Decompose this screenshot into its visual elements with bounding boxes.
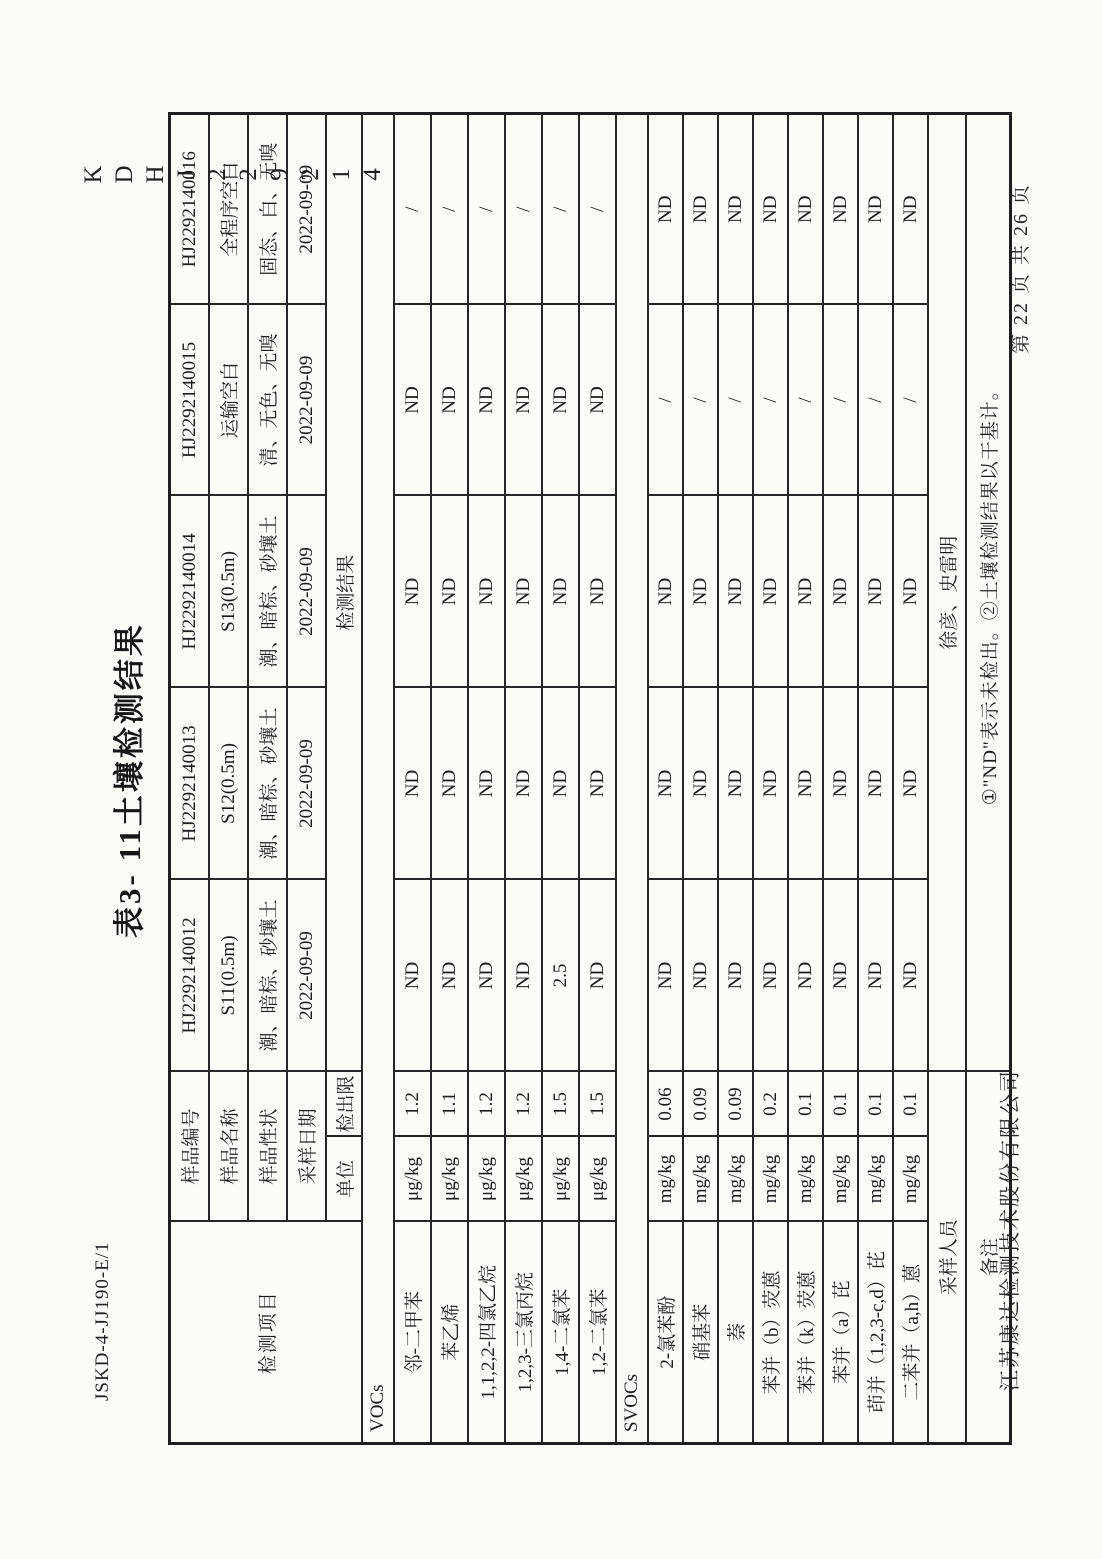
item-unit: μg/kg <box>431 1137 468 1222</box>
result-cell: ND <box>468 304 505 495</box>
page-number: 第 22 页 共 26 页 <box>1010 183 1032 354</box>
item-name: 苯乙烯 <box>431 1222 468 1444</box>
remark-text: ①"ND"表示未检出。②土壤检测结果以干基计。 <box>966 113 1011 1071</box>
sample-code: HJ2292140015 <box>170 304 210 495</box>
document-code: JSKD-4-JJ190-E/1 <box>92 1241 113 1401</box>
result-cell: / <box>505 113 542 304</box>
item-limit: 0.09 <box>718 1071 753 1136</box>
item-unit: mg/kg <box>718 1137 753 1222</box>
result-cell: ND <box>893 687 928 879</box>
sample-date: 2022-09-09 <box>287 113 326 304</box>
item-name: 1,1,2,2-四氯乙烷 <box>468 1222 505 1444</box>
sample-code-row <box>170 113 210 1443</box>
item-name: 苯并（a）芘 <box>823 1222 858 1444</box>
sample-character: 固态、白、无嗅 <box>248 113 287 304</box>
result-cell: / <box>648 304 683 495</box>
sample-code: HJ2292140014 <box>170 495 210 687</box>
sample-name: 全程序空白 <box>209 113 248 304</box>
result-cell: ND <box>431 304 468 495</box>
result-cell: / <box>579 113 616 304</box>
result-cell: / <box>683 304 718 495</box>
sample-code: HJ2292140012 <box>170 879 210 1071</box>
item-unit: mg/kg <box>753 1137 788 1222</box>
unit-label: 单位 <box>326 1137 362 1222</box>
result-cell: ND <box>718 687 753 879</box>
item-unit: mg/kg <box>858 1137 893 1222</box>
result-cell: ND <box>823 879 858 1071</box>
result-cell: ND <box>648 687 683 879</box>
item-name: 1,4-二氯苯 <box>542 1222 579 1444</box>
result-cell: ND <box>788 879 823 1071</box>
result-cell: / <box>788 304 823 495</box>
item-name: 1,2-二氯苯 <box>579 1222 616 1444</box>
table-row <box>468 113 505 1443</box>
item-name: 2-氯苯酚 <box>648 1222 683 1444</box>
sample-date: 2022-09-09 <box>287 687 326 879</box>
result-cell: ND <box>858 687 893 879</box>
result-header: 检测结果 <box>326 113 362 1071</box>
item-limit: 1.5 <box>579 1071 616 1136</box>
table-row <box>542 113 579 1443</box>
result-cell: ND <box>683 113 718 304</box>
table-row <box>683 113 718 1443</box>
result-cell: ND <box>823 495 858 687</box>
sample-character: 潮、暗棕、砂壤土 <box>248 687 287 879</box>
item-unit: μg/kg <box>579 1137 616 1222</box>
result-cell: ND <box>683 687 718 879</box>
row-label: 样品性状 <box>248 1071 287 1221</box>
sample-name: S11(0.5m) <box>209 879 248 1071</box>
result-cell: ND <box>505 495 542 687</box>
result-cell: ND <box>893 113 928 304</box>
result-cell: ND <box>394 495 431 687</box>
item-name: 1,2,3-三氯丙烷 <box>505 1222 542 1444</box>
result-cell: ND <box>788 495 823 687</box>
sampler-row <box>928 113 966 1443</box>
item-name: 茚并（1,2,3-c,d）芘 <box>858 1222 893 1444</box>
item-unit: μg/kg <box>505 1137 542 1222</box>
section-label: VOCs <box>362 113 394 1443</box>
result-cell: ND <box>858 879 893 1071</box>
item-limit: 0.1 <box>788 1071 823 1136</box>
table-row <box>823 113 858 1443</box>
table-row <box>753 113 788 1443</box>
result-cell: ND <box>683 879 718 1071</box>
result-cell: ND <box>718 495 753 687</box>
result-cell: / <box>718 304 753 495</box>
result-cell: ND <box>648 495 683 687</box>
result-cell: ND <box>718 879 753 1071</box>
result-cell: ND <box>394 687 431 879</box>
item-unit: mg/kg <box>788 1137 823 1222</box>
result-cell: ND <box>788 687 823 879</box>
item-limit: 1.2 <box>468 1071 505 1136</box>
item-limit: 1.2 <box>394 1071 431 1136</box>
voc-section-row <box>362 113 394 1443</box>
result-cell: ND <box>542 304 579 495</box>
sample-code: HJ2292140016 <box>170 113 210 304</box>
soil-results-table <box>168 112 1012 1445</box>
sample-date: 2022-09-09 <box>287 495 326 687</box>
limit-label: 检出限 <box>326 1071 362 1136</box>
table-row <box>718 113 753 1443</box>
sample-character: 清、无色、无嗅 <box>248 304 287 495</box>
result-cell: ND <box>648 113 683 304</box>
result-cell: ND <box>542 687 579 879</box>
result-cell: ND <box>579 495 616 687</box>
row-label: 采样日期 <box>287 1071 326 1221</box>
result-cell: / <box>394 113 431 304</box>
result-cell: 2.5 <box>542 879 579 1071</box>
table-row <box>788 113 823 1443</box>
table-row <box>893 113 928 1443</box>
result-cell: ND <box>858 113 893 304</box>
result-cell: / <box>542 113 579 304</box>
result-cell: ND <box>579 687 616 879</box>
item-limit: 1.1 <box>431 1071 468 1136</box>
result-cell: ND <box>542 495 579 687</box>
result-cell: ND <box>468 495 505 687</box>
result-cell: ND <box>858 495 893 687</box>
svoc-section-row <box>616 113 648 1443</box>
item-name: 萘 <box>718 1222 753 1444</box>
result-cell: ND <box>505 687 542 879</box>
item-limit: 0.2 <box>753 1071 788 1136</box>
item-unit: μg/kg <box>468 1137 505 1222</box>
item-unit: mg/kg <box>648 1137 683 1222</box>
table-row <box>579 113 616 1443</box>
archive-code-stamp: KDHJ229214 <box>80 161 390 188</box>
item-name: 苯并（b）荧蒽 <box>753 1222 788 1444</box>
result-cell: ND <box>579 304 616 495</box>
result-cell: ND <box>753 687 788 879</box>
result-cell: ND <box>753 113 788 304</box>
table-row <box>431 113 468 1443</box>
item-unit: mg/kg <box>823 1137 858 1222</box>
result-cell: ND <box>431 879 468 1071</box>
sample-date: 2022-09-09 <box>287 304 326 495</box>
result-cell: ND <box>468 879 505 1071</box>
item-limit: 0.1 <box>858 1071 893 1136</box>
result-cell: ND <box>893 879 928 1071</box>
item-limit: 1.5 <box>542 1071 579 1136</box>
remark-label: 备注 <box>966 1071 1011 1443</box>
table-row <box>858 113 893 1443</box>
result-cell: ND <box>431 687 468 879</box>
item-limit: 0.06 <box>648 1071 683 1136</box>
result-cell: / <box>468 113 505 304</box>
result-cell: ND <box>683 495 718 687</box>
result-cell: / <box>823 304 858 495</box>
table-row <box>648 113 683 1443</box>
result-cell: ND <box>753 495 788 687</box>
table-row <box>505 113 542 1443</box>
sample-name: S13(0.5m) <box>209 495 248 687</box>
result-cell: ND <box>893 495 928 687</box>
result-cell: ND <box>468 687 505 879</box>
result-cell: ND <box>718 113 753 304</box>
sample-name: 运输空白 <box>209 304 248 495</box>
corner-label: 检测项目 <box>170 1222 363 1444</box>
result-cell: / <box>893 304 928 495</box>
result-cell: ND <box>394 304 431 495</box>
item-unit: mg/kg <box>893 1137 928 1222</box>
result-cell: / <box>431 113 468 304</box>
company-name: 江苏康达检测技术股份有限公司 <box>998 1069 1022 1391</box>
item-name: 苯并（k）荧蒽 <box>788 1222 823 1444</box>
item-unit: mg/kg <box>683 1137 718 1222</box>
item-name: 二苯并（a,h）蒽 <box>893 1222 928 1444</box>
result-cell: ND <box>505 304 542 495</box>
item-limit: 1.2 <box>505 1071 542 1136</box>
item-limit: 0.09 <box>683 1071 718 1136</box>
result-cell: ND <box>431 495 468 687</box>
report-title: 表3- 11土壤检测结果 <box>112 622 147 938</box>
result-cell: ND <box>753 879 788 1071</box>
sampler-label: 采样人员 <box>928 1071 966 1443</box>
result-cell: / <box>858 304 893 495</box>
result-cell: ND <box>394 879 431 1071</box>
section-label: SVOCs <box>616 113 648 1443</box>
item-unit: μg/kg <box>542 1137 579 1222</box>
item-limit: 0.1 <box>893 1071 928 1136</box>
result-cell: ND <box>788 113 823 304</box>
item-limit: 0.1 <box>823 1071 858 1136</box>
sample-code: HJ2292140013 <box>170 687 210 879</box>
item-name: 邻-二甲苯 <box>394 1222 431 1444</box>
table-row <box>394 113 431 1443</box>
sampler-names: 徐彦、史雷明 <box>928 113 966 1071</box>
row-label: 样品编号 <box>170 1071 210 1221</box>
sample-character: 潮、暗棕、砂壤土 <box>248 879 287 1071</box>
item-unit: μg/kg <box>394 1137 431 1222</box>
result-cell: ND <box>823 113 858 304</box>
row-label: 样品名称 <box>209 1071 248 1221</box>
result-cell: ND <box>648 879 683 1071</box>
sample-character: 潮、暗棕、砂壤土 <box>248 495 287 687</box>
item-name: 硝基苯 <box>683 1222 718 1444</box>
sample-date: 2022-09-09 <box>287 879 326 1071</box>
sample-name: S12(0.5m) <box>209 687 248 879</box>
result-cell: ND <box>579 879 616 1071</box>
result-cell: ND <box>823 687 858 879</box>
result-cell: / <box>753 304 788 495</box>
result-cell: ND <box>505 879 542 1071</box>
